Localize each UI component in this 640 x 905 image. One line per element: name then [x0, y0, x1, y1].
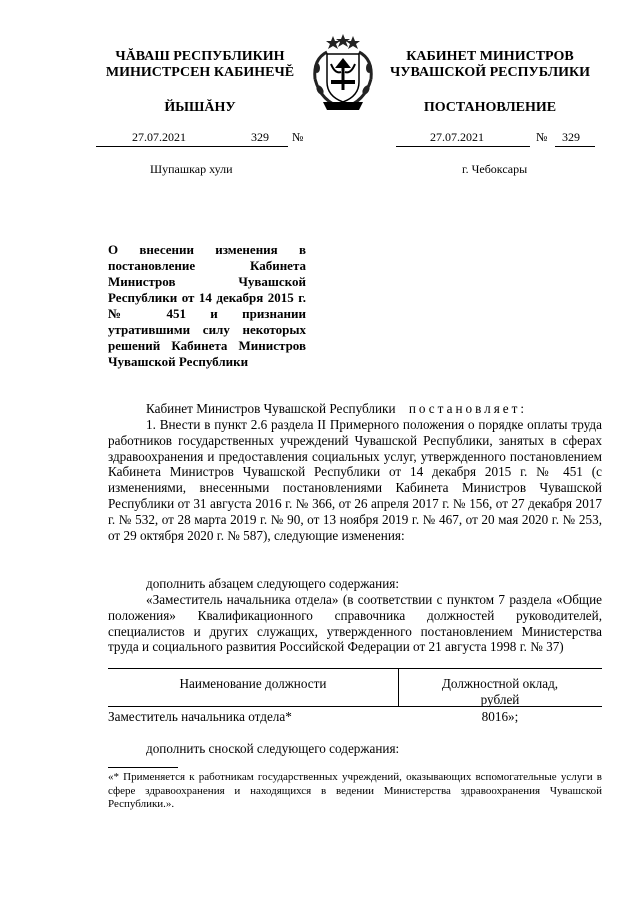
right-number-sign: № [536, 130, 548, 144]
paragraph-4: дополнить сноской следующего содержания: [146, 741, 400, 756]
header-left-doc-type: ЙЫШĂНУ [164, 100, 236, 115]
right-number: 329 [562, 130, 580, 144]
left-date: 27.07.2021 [132, 130, 186, 144]
paragraph-2: дополнить абзацем следующего содержания: [146, 576, 400, 591]
preamble [108, 401, 602, 417]
header-left-line2: МИНИСТРСЕН КАБИНЕЧĔ [105, 65, 295, 80]
table-col2-header-line2: рублей [480, 691, 520, 707]
document-title: О внесении изменения в постановление Кабинета Министров Чувашской Республики от 14 декабря 2015 г. № 451 и признании утратившими силу некоторых решений Кабинета Министров Чувашской Республики [108, 242, 306, 369]
table-col2-header [398, 676, 602, 708]
right-number-underline [555, 146, 595, 147]
paragraph-1: 1. Внести в пункт 2.6 раздела II Примерного положения о порядке оплаты труда работников государственных учреждений Чувашской Республики, занятых в сферах здравоохранения и предоставления социальных услуг, утвержденного постановлением Кабинета Министров Чувашской Республики от 14 декабря 2015 г. № 451 (с изменениями, внесенными постановлениями Кабинета Министров Чувашской Республики от 31 августа 2016 г. № 366, от 26 апреля 2017 г. № 156, от 27 декабря 2017 г. № 532, от 28 марта 2019 г. № 90, от 13 ноября 2019 г. № 467, от 20 мая 2020 г. № 253, от 29 октября 2020 г. № 587), следующие изменения: [108, 417, 602, 543]
table-row1-col2: 8016»; [481, 709, 519, 724]
table-top-border [108, 668, 602, 669]
left-number-sign: № [292, 130, 304, 144]
left-number: 329 [251, 130, 269, 144]
right-city: г. Чебоксары [462, 162, 528, 176]
preamble-text: Кабинет Министров Чувашской Республики [146, 401, 396, 416]
table-col2-header-line1: Должностной оклад, [441, 676, 559, 691]
coat-of-arms-emblem [305, 34, 381, 114]
preamble-postanovlyaet: постановляет: [408, 401, 528, 416]
footnote-text: «* Применяется к работникам государственных учреждений, оказывающих вспомогательные услуги в сфере здравоохранения и находящихся в ведении Министерства здравоохранения Чувашской Республики.». [108, 771, 602, 810]
right-date-underline [396, 146, 530, 147]
header-right-line1: КАБИНЕТ МИНИСТРОВ [406, 49, 574, 64]
table-col1-header: Наименование должности [179, 676, 327, 691]
header-left-org [90, 49, 310, 81]
header-right-line2: ЧУВАШСКОЙ РЕСПУБЛИКИ [389, 65, 591, 80]
header-left-line1: ЧĂВАШ РЕСПУБЛИКИН [115, 49, 285, 64]
left-city: Шупашкар хули [150, 162, 233, 176]
footnote-separator [108, 767, 178, 768]
right-date: 27.07.2021 [430, 130, 484, 144]
table-row1-col1: Заместитель начальника отдела* [108, 709, 292, 724]
left-number-underline [240, 146, 288, 147]
paragraph-3: «Заместитель начальника отдела» (в соответствии с пунктом 7 раздела «Общие положения» Квалификационного справочника должностей руководителей, специалистов и других служащих, утвержденного постановлением Министерства труда и социального развития Российской Федерации от 21 августа 1998 г. № 37) [108, 592, 602, 655]
header-right-doc-type: ПОСТАНОВЛЕНИЕ [423, 100, 557, 115]
header-right-org [370, 49, 610, 81]
left-date-underline [96, 146, 248, 147]
